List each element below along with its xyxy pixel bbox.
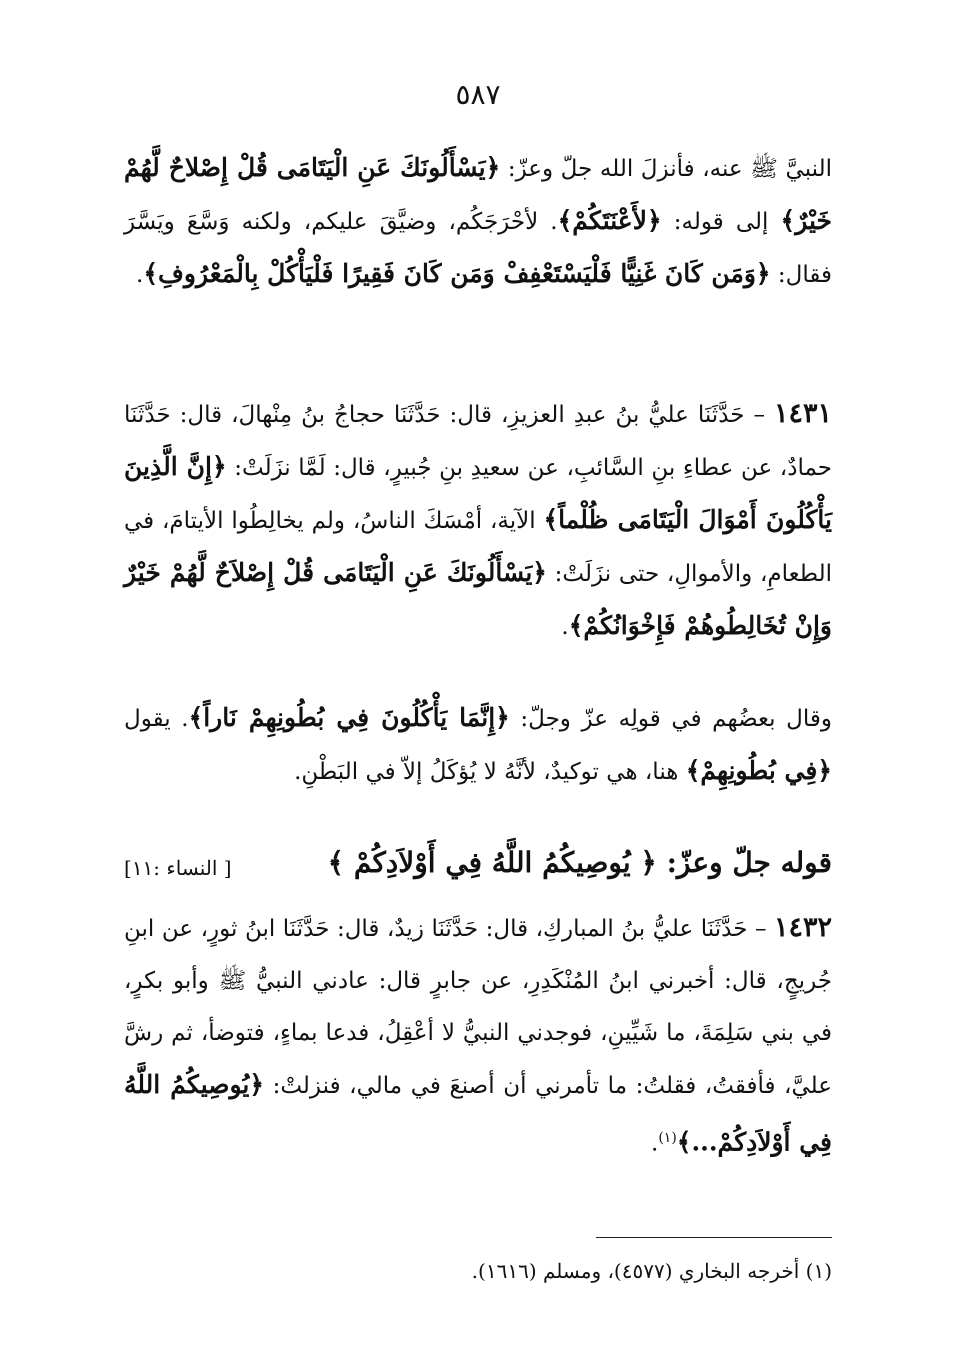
text: . يقول bbox=[124, 706, 189, 732]
text: الآية، أمْسَكَ الناسُ، ولم يخالِطُوا الأيتامَ، في الطعامِ، والأموالِ، حتى نزَلَتْ: bbox=[124, 508, 833, 587]
text: النبيَّ ﷺ عنه، فأنزلَ الله جلّ وعزّ: bbox=[500, 156, 832, 182]
hadith-number: ١٤٣١ bbox=[773, 398, 832, 429]
quran-verse: ﴿إِنَّ الَّذِينَ يَأْكُلُونَ أَمْوَالَ الْيَتَامَى ظُلْماً﴾ bbox=[124, 452, 833, 534]
footnote-divider bbox=[596, 1237, 832, 1238]
text: . bbox=[561, 614, 569, 640]
quran-verse: ﴿لأَعْنَتَكُمْ﴾ bbox=[557, 206, 662, 235]
quran-verse: ﴿وَمَن كَانَ غَنِيًّا فَلْيَسْتَعْفِفْ وَمَن كَانَ فَقِيرًا فَلْيَأْكُلْ بِالْمَعْرُوفِ﴾ bbox=[143, 259, 771, 288]
text: . لأحْرَجَكُم، وضيَّقَ عليكم، ولكنه وَسَّعَ ويَسَّرَ فقال: bbox=[124, 209, 832, 288]
quran-verse: ﴿فِي بُطُونِهِمْ﴾ bbox=[685, 756, 832, 785]
quran-verse: ﴿يَسْأَلُونَكَ عَنِ الْيَتَامَى قُلْ إِصْلاَحٌ لَّهُمْ خَيْرٌ وَإِنْ تُخَالِطُوهُمْ فَإِخْوَانُكُمْ﴾ bbox=[124, 558, 832, 640]
section-heading bbox=[124, 846, 832, 896]
text: وقال بعضُهم في قولِه عزّ وجلّ: bbox=[509, 706, 832, 732]
paragraph-3 bbox=[124, 692, 832, 798]
page-number: ٥٨٧ bbox=[455, 78, 501, 111]
surah-reference: [ النساء :١١] bbox=[124, 856, 232, 880]
text: . bbox=[136, 262, 144, 288]
text: إلى قوله: bbox=[661, 209, 781, 235]
text: . bbox=[651, 1130, 659, 1157]
paragraph-1 bbox=[124, 142, 832, 301]
footnote: (١) أخرجه البخاري (٤٥٧٧)، ومسلم (١٦١٦). bbox=[471, 1259, 832, 1283]
text: – حَدَّثَنَا عليُّ بنُ المباركِ، قال: حَدَّثَنَا زيدٌ، قال: حَدَّثَنَا ابنُ ثورٍ، عن ابنِ جُريجٍ، قال: أخبرني ابنُ المُنْكَدِرِ، عن جابرٍ قال: عادني النبيُّ ﷺ وأبو بكرٍ، في بني سَلِمَةَ، ما شَيِّينِ، فوجدني النبيُّ لا أعْقِلُ، فدعا بماءٍ، فتوضأ، ثم رشَّ عليَّ، فأفقتُ، فقلتُ: ما تأمرني أن أصنعَ في مالي، فنزلتْ: bbox=[124, 916, 832, 1099]
text: – حَدَّثَنَا عليُّ بنُ عبدِ العزيزِ، قال: حَدَّثَنَا حجاجُ بنُ مِنْهالَ، قال: حَدَّثَنَا حمادٌ، عن عطاءِ بنِ السَّائبِ، عن سعيدِ بنِ جُبيرٍ، قال: لَمَّا نزَلَتْ: bbox=[124, 402, 832, 481]
hadith-number: ١٤٣٢ bbox=[773, 912, 832, 943]
quran-verse: ﴿يَسْأَلُونَكَ عَنِ الْيَتَامَى قُلْ إِصْلاحٌ لَّهُمْ خَيْرٌ﴾ bbox=[124, 153, 832, 235]
hadith-1431 bbox=[124, 388, 832, 653]
quran-verse: ﴿إِنَّمَا يَأْكُلُونَ فِي بُطُونِهِمْ نَاراً﴾ bbox=[188, 703, 510, 732]
text: هنا، هي توكيدٌ، لأنَّهُ لا يُؤكَلُ إلاّ في البَطْنِ. bbox=[294, 759, 686, 785]
quran-verse: ﴿يُوصِيكُمُ اللَّهُ فِي أَوْلاَدِكُمْ...﴾ bbox=[124, 1070, 832, 1157]
hadith-1432 bbox=[124, 902, 832, 1170]
footnote-marker: (١) bbox=[658, 1130, 677, 1146]
heading-title: قوله جلّ وعزّ: ﴿ يُوصِيكُمُ اللَّهُ فِي أَوْلاَدِكُمْ ﴾ bbox=[327, 846, 832, 879]
